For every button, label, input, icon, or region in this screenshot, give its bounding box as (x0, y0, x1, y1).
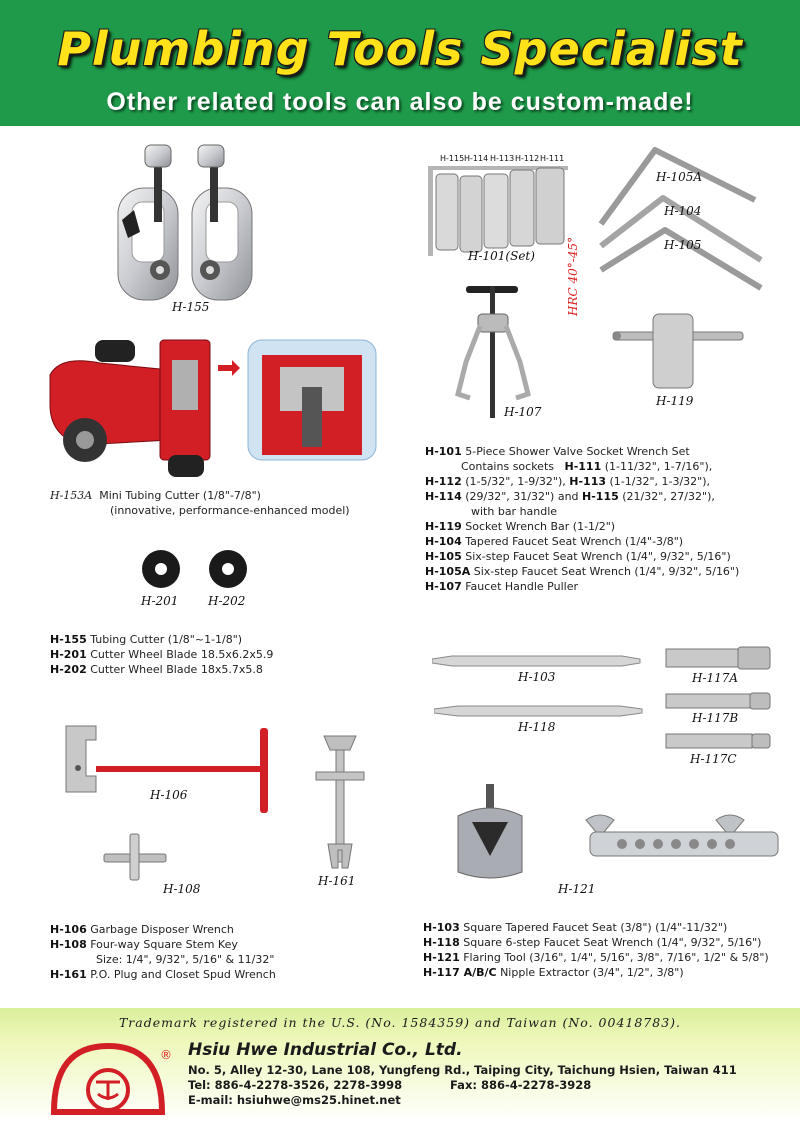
h121-label: H-121 (558, 882, 596, 896)
h118-faucet-seat-wrench-image (434, 704, 644, 718)
desc-row-h105a: H-105A Six-step Faucet Seat Wrench (1/4", 9/32", 5/16") (425, 565, 740, 578)
h153a-description (50, 488, 350, 518)
company-name: Hsiu Hwe Industrial Co., Ltd. (188, 1040, 463, 1060)
company-tel: Tel: 886-4-2278-3526, 2278-3998 (188, 1078, 403, 1092)
desc-row-contains: Contains sockets H-111 (1-11/32", 1-7/16"), (461, 460, 713, 473)
h104-label: H-104 (664, 204, 702, 218)
desc-row-h104: H-104 Tapered Faucet Seat Wrench (1/4"-3/8") (425, 535, 684, 548)
desc-row-h103: H-103 Square Tapered Faucet Seat (3/8") (1/4"-11/32") (423, 921, 728, 934)
h113-label: H-113 (490, 154, 515, 163)
h201-cutter-wheel-image (140, 548, 182, 590)
desc-row-h201: H-201 Cutter Wheel Blade 18.5x6.2x5.9 (50, 648, 274, 661)
desc-row-h114-h115: H-114 (29/32", 31/32") and H-115 (21/32", 27/32"), (425, 490, 715, 503)
h115-label: H-115 (440, 154, 465, 163)
h112-label: H-112 (515, 154, 540, 163)
desc-row-h155: H-155 Tubing Cutter (1/8"~1-1/8") (50, 633, 243, 646)
h201-label: H-201 (141, 594, 179, 608)
desc-row-h105: H-105 Six-step Faucet Seat Wrench (1/4", 9/32", 5/16") (425, 550, 731, 563)
h106-garbage-disposer-wrench-image (60, 718, 290, 818)
h117b-label: H-117B (692, 711, 739, 725)
right-description-1 (425, 444, 739, 594)
h103-square-tapered-seat-image (432, 654, 642, 668)
h117b-nipple-extractor-image (664, 691, 774, 711)
h108-label: H-108 (163, 882, 201, 896)
desc-row-h121: H-121 Flaring Tool (3/16", 1/4", 5/16", 3/8", 7/16", 1/2" & 5/8") (423, 951, 769, 964)
company-logo (48, 1036, 168, 1116)
h101set-label: H-101(Set) (468, 249, 535, 263)
h119-label: H-119 (656, 394, 694, 408)
h103-label: H-103 (518, 670, 556, 684)
h106-label: H-106 (150, 788, 188, 802)
h108-four-way-stem-key-image (100, 832, 170, 882)
h117c-nipple-extractor-image (664, 731, 774, 751)
h107-faucet-handle-puller-image (450, 282, 540, 422)
h119-socket-wrench-bar-image (605, 308, 745, 393)
trademark-notice: Trademark registered in the U.S. (No. 1584359) and Taiwan (No. 00418783). (118, 1015, 682, 1030)
h153a-text-line2: (innovative, performance-enhanced model) (110, 504, 350, 517)
left-description-2 (50, 922, 276, 982)
h202-cutter-wheel-image (207, 548, 249, 590)
h111-label: H-111 (540, 154, 565, 163)
page-subtitle: Other related tools can also be custom-made! (106, 88, 694, 116)
h155-label: H-155 (172, 300, 210, 314)
desc-row-h161: H-161 P.O. Plug and Closet Spud Wrench (50, 968, 276, 981)
left-description-1 (50, 632, 273, 677)
desc-row-h108-size: Size: 1/4", 9/32", 5/16" & 11/32" (96, 953, 275, 966)
h107-label: H-107 (504, 405, 542, 419)
h114-label: H-114 (464, 154, 489, 163)
h155-tubing-cutter-image (110, 140, 260, 310)
h153a-code: H-153A (50, 489, 93, 502)
h121-flaring-tool-image (440, 780, 785, 890)
h105-label: H-105 (664, 238, 702, 252)
desc-row-h119: H-119 Socket Wrench Bar (1-1/2") (425, 520, 616, 533)
desc-row-h117: H-117 A/B/C Nipple Extractor (3/4", 1/2", 3/8") (423, 966, 684, 979)
h153a-text-line1: Mini Tubing Cutter (1/8"-7/8") (99, 489, 261, 502)
desc-row-h107: H-107 Faucet Handle Puller (425, 580, 578, 593)
desc-row-h112-h113: H-112 (1-5/32", 1-9/32"), H-113 (1-1/32", 1-3/32"), (425, 475, 711, 488)
desc-row-h101: H-101 5-Piece Shower Valve Socket Wrench Set (425, 445, 690, 458)
h118-label: H-118 (518, 720, 556, 734)
desc-row-bar-handle: with bar handle (471, 505, 558, 518)
desc-row-h202: H-202 Cutter Wheel Blade 18x5.7x5.8 (50, 663, 263, 676)
h117a-nipple-extractor-image (664, 645, 774, 671)
right-description-2 (423, 920, 769, 980)
company-email: E-mail: hsiuhwe@ms25.hinet.net (188, 1093, 401, 1107)
hrc-hardness-label: HRC 40°-45° (566, 236, 580, 316)
h105a-label: H-105A (656, 170, 703, 184)
h117a-label: H-117A (692, 671, 739, 685)
desc-row-h118: H-118 Square 6-step Faucet Seat Wrench (1/4", 9/32", 5/16") (423, 936, 762, 949)
h153a-mini-tubing-cutter-image (40, 335, 380, 485)
h161-spud-wrench-image (310, 732, 370, 872)
h161-label: H-161 (318, 874, 356, 888)
page-title: Plumbing Tools Specialist (57, 22, 743, 76)
company-address: No. 5, Alley 12-30, Lane 108, Yungfeng Rd., Taiping City, Taichung Hsien, Taiwan 411 (188, 1063, 737, 1077)
header-banner (0, 0, 800, 126)
desc-row-h108: H-108 Four-way Square Stem Key (50, 938, 238, 951)
registered-mark: ® (160, 1048, 172, 1062)
company-fax: Fax: 886-4-2278-3928 (450, 1078, 592, 1092)
h202-label: H-202 (208, 594, 246, 608)
h117c-label: H-117C (690, 752, 737, 766)
desc-row-h106: H-106 Garbage Disposer Wrench (50, 923, 234, 936)
